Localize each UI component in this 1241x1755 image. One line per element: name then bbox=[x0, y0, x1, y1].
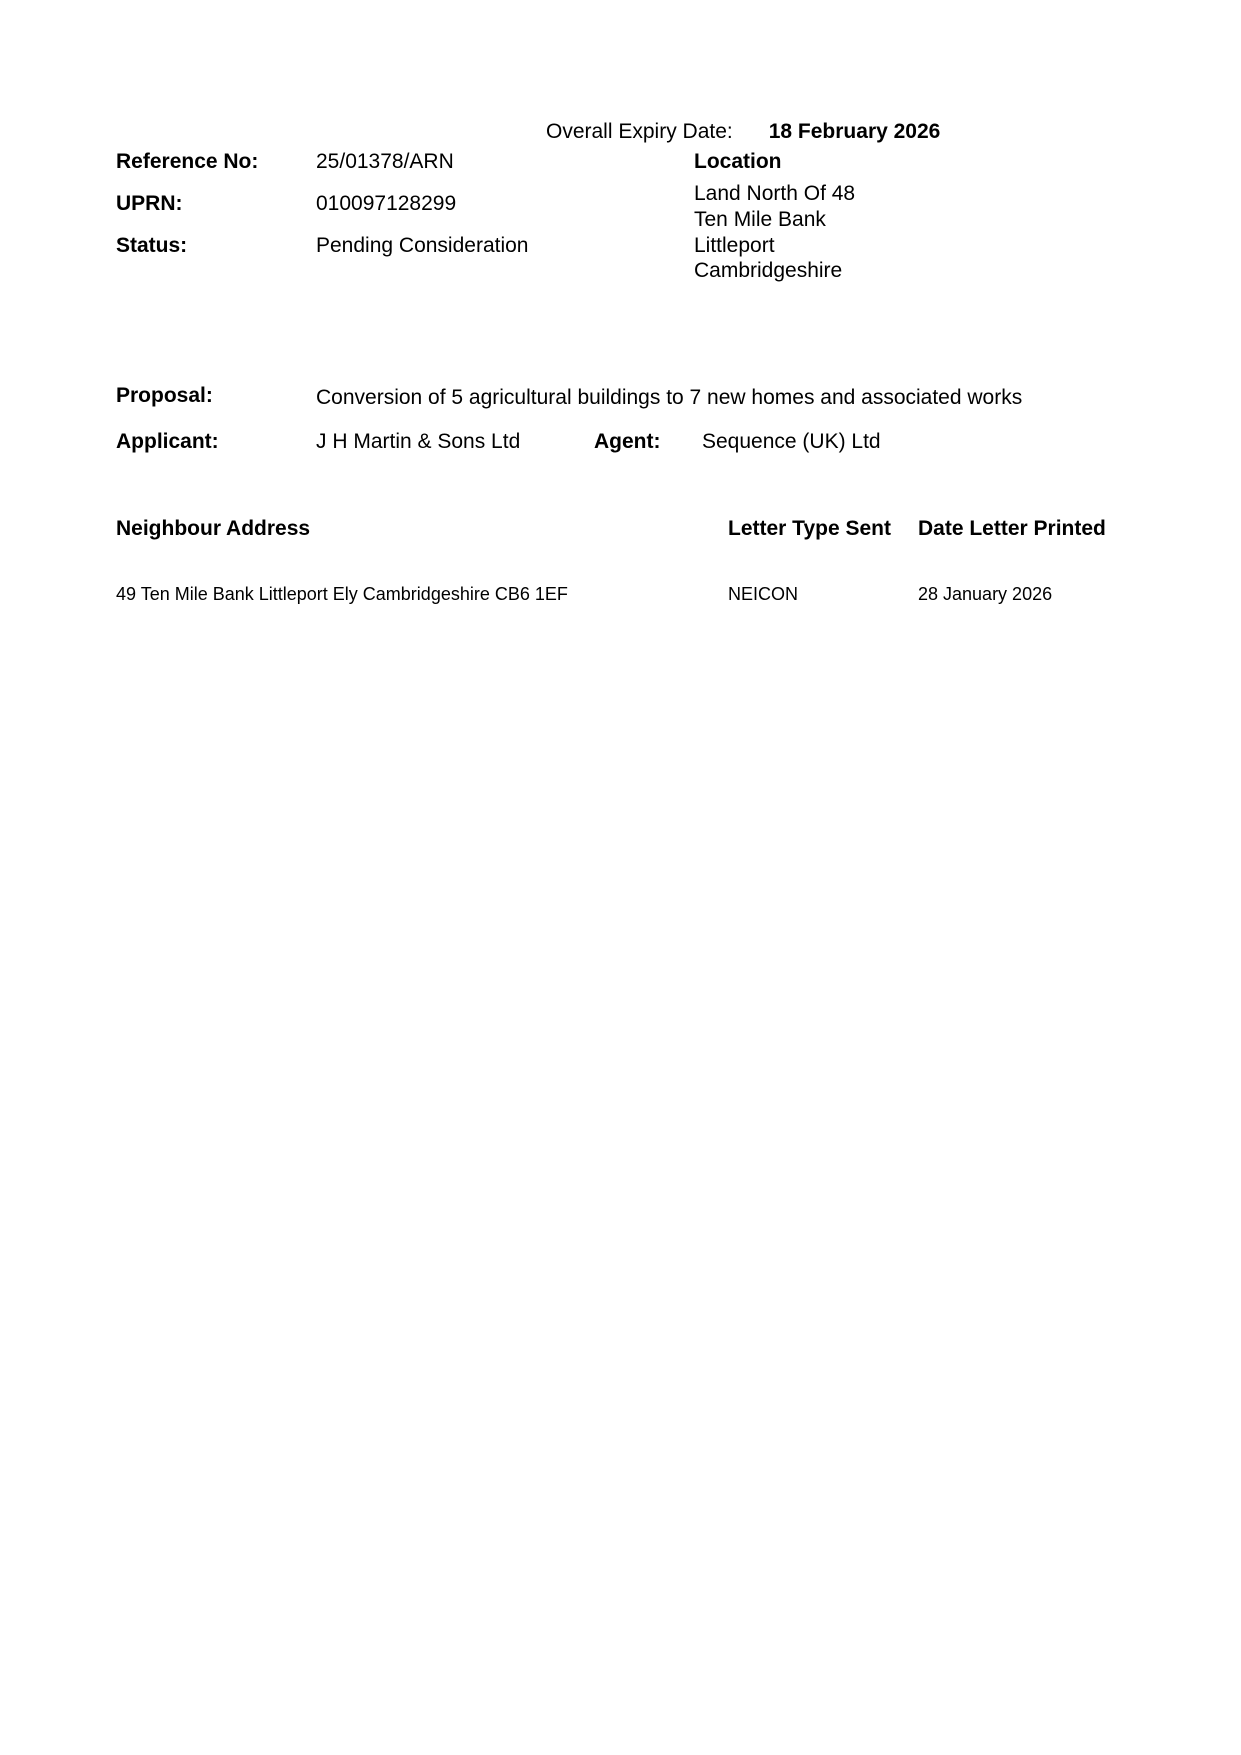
agent-value: Sequence (UK) Ltd bbox=[702, 430, 881, 454]
location-line-4: Cambridgeshire bbox=[694, 259, 843, 283]
status-value: Pending Consideration bbox=[316, 234, 529, 257]
reference-no-value: 25/01378/ARN bbox=[316, 150, 454, 173]
overall-expiry-label: Overall Expiry Date: bbox=[546, 120, 733, 143]
table-row bbox=[116, 553, 1126, 606]
cell-letter-type: NEICON bbox=[728, 583, 799, 604]
applicant-value: J H Martin & Sons Ltd bbox=[316, 430, 521, 454]
overall-expiry-value: 18 February 2026 bbox=[768, 120, 941, 143]
proposal-value: Conversion of 5 agricultural buildings to 7 new homes and associated works bbox=[316, 386, 1023, 409]
column-header-neighbour-address: Neighbour Address bbox=[116, 517, 311, 541]
column-header-date-letter-printed: Date Letter Printed bbox=[918, 517, 1106, 541]
uprn-row bbox=[116, 192, 676, 216]
uprn-value: 010097128299 bbox=[316, 192, 457, 215]
column-header-letter-type-sent: Letter Type Sent bbox=[728, 517, 891, 541]
cell-neighbour-address: 49 Ten Mile Bank Littleport Ely Cambridgeshire CB6 1EF bbox=[116, 583, 568, 604]
status-row bbox=[116, 234, 676, 258]
table-header-row bbox=[116, 516, 1126, 552]
uprn-label: UPRN: bbox=[116, 192, 183, 215]
location-line-1: Land North Of 48 bbox=[694, 182, 856, 205]
location-line-2: Ten Mile Bank bbox=[694, 207, 826, 231]
location-title: Location bbox=[694, 150, 782, 173]
cell-date-printed: 28 January 2026 bbox=[918, 583, 1053, 604]
agent-label: Agent: bbox=[594, 430, 661, 454]
proposal-row bbox=[116, 384, 1126, 412]
location-block bbox=[694, 150, 1114, 284]
overall-expiry-row bbox=[546, 120, 1126, 144]
applicant-label: Applicant: bbox=[116, 430, 219, 454]
location-line-3: Littleport bbox=[694, 233, 775, 257]
application-fields bbox=[116, 150, 676, 258]
neighbour-notification-table bbox=[116, 516, 1126, 606]
proposal-section bbox=[116, 384, 1126, 454]
application-summary-block bbox=[116, 150, 1126, 300]
reference-no-row bbox=[116, 150, 676, 174]
applicant-agent-row bbox=[116, 430, 1126, 454]
reference-no-label: Reference No: bbox=[116, 150, 259, 173]
status-label: Status: bbox=[116, 234, 188, 257]
proposal-label: Proposal: bbox=[116, 384, 213, 407]
document-content bbox=[116, 120, 1126, 606]
